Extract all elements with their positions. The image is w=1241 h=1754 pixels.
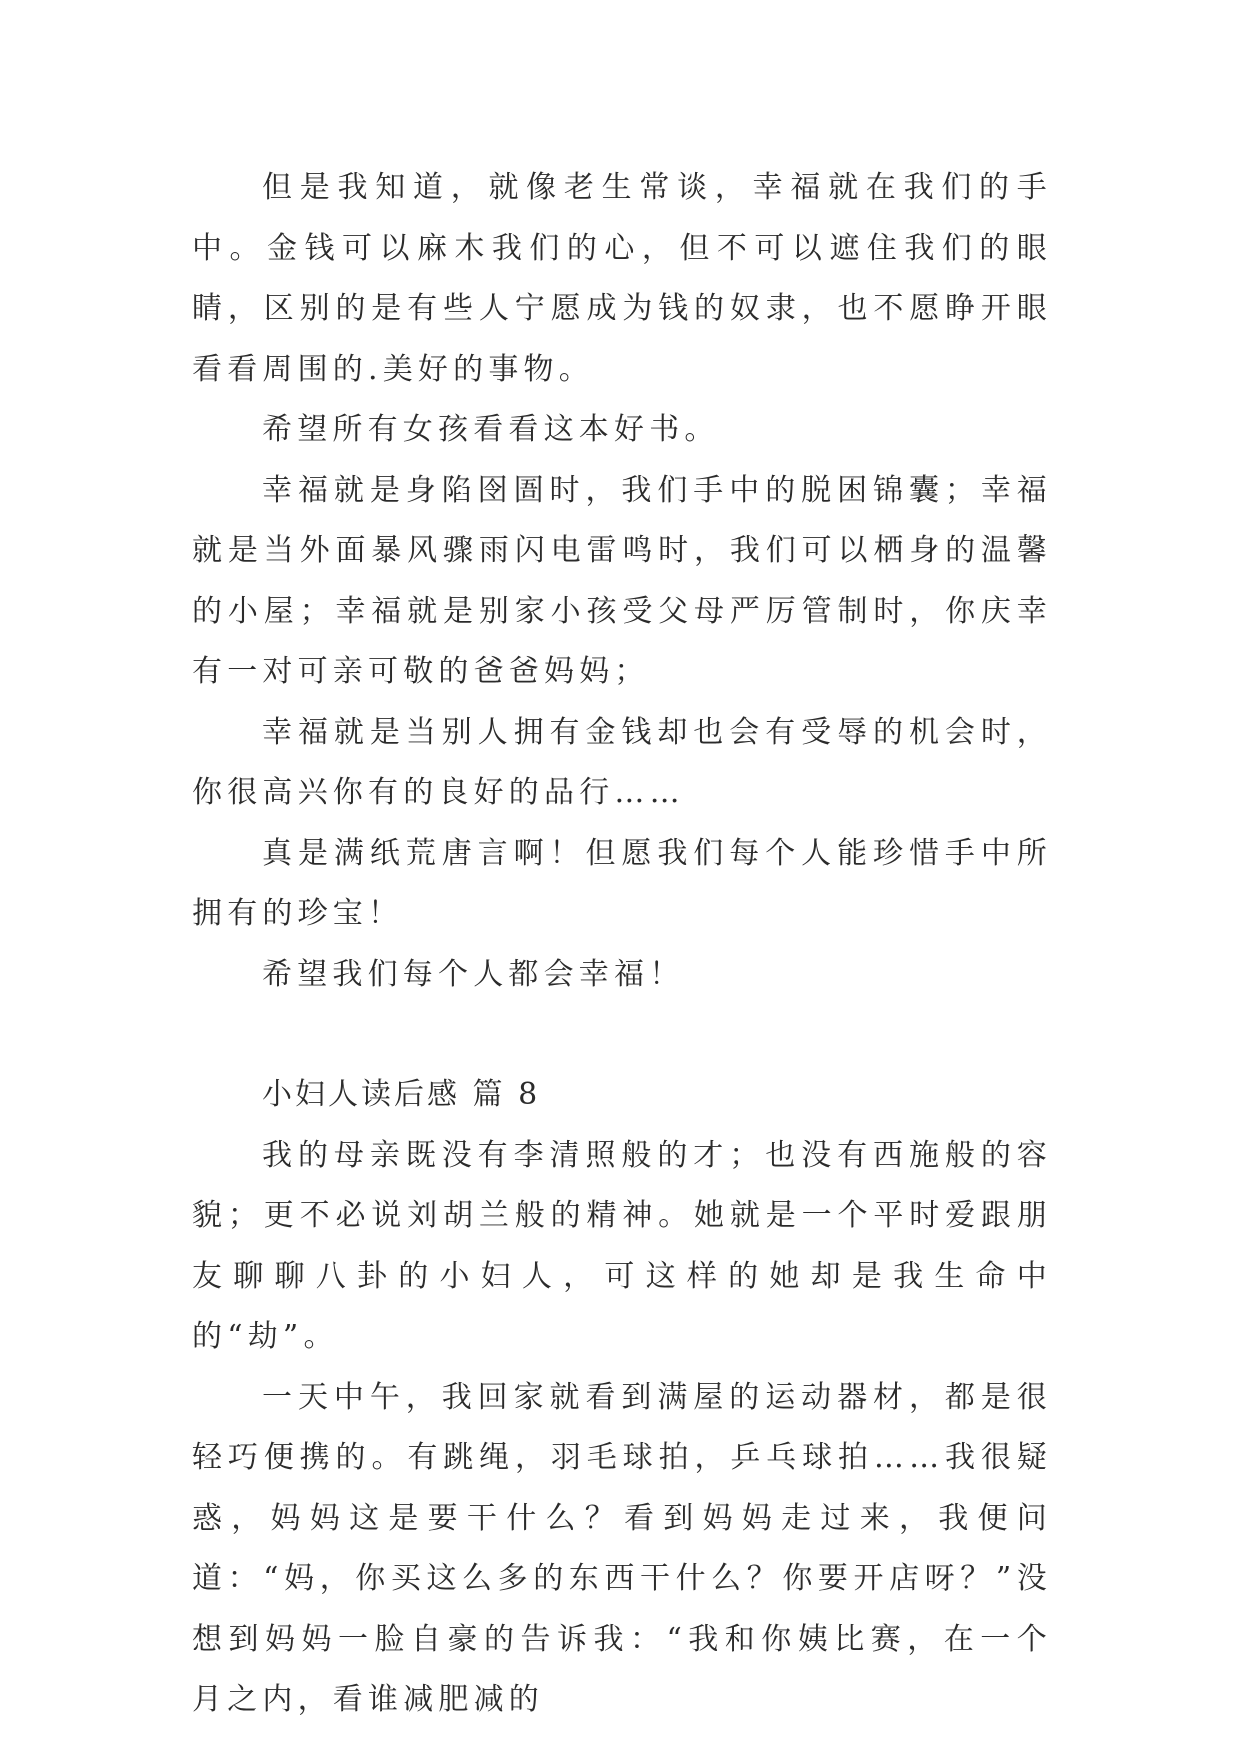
paragraph-happiness-is: 幸福就是身陷囹圄时，我们手中的脱困锦囊；幸福就是当外面暴风骤雨闪电雷鸣时，我们可以栖身的温馨的小屋；幸福就是别家小孩受父母严厉管制时，你庆幸有一对可亲可敬的爸爸妈妈； xyxy=(192,472,1052,689)
paragraph-one-noon: 一天中午，我回家就看到满屋的运动器材，都是很轻巧便携的。有跳绳，羽毛球拍，乒乓球拍……我很疑惑，妈妈这是要干什么？看到妈妈走过来，我便问道：“妈，你买这么多的东西干什么？你要开店呀？”没想到妈妈一脸自豪的告诉我：“我和你姨比赛，在一个月之内，看谁减肥减的 xyxy=(192,1379,1052,1717)
section-spacer xyxy=(192,1005,1052,1065)
section-title: 小妇人读后感 篇 8 xyxy=(262,1077,541,1112)
document-body xyxy=(192,158,1052,1731)
paragraph-happiness-in-hands: 但是我知道，就像老生常谈，幸福就在我们的手中。金钱可以麻木我们的心，但不可以遮住我们的眼睛，区别的是有些人宁愿成为钱的奴隶，也不愿睁开眼看看周围的.美好的事物。 xyxy=(192,170,1052,387)
paragraph-good-conduct: 幸福就是当别人拥有金钱却也会有受辱的机会时，你很高兴你有的良好的品行…… xyxy=(192,714,1052,810)
paragraph-cherish-treasure: 真是满纸荒唐言啊！但愿我们每个人能珍惜手中所拥有的珍宝！ xyxy=(192,835,1052,931)
paragraph-hope-girls-read: 希望所有女孩看看这本好书。 xyxy=(262,412,720,447)
paragraph-my-mother: 我的母亲既没有李清照般的才；也没有西施般的容貌；更不必说刘胡兰般的精神。她就是一个平时爱跟朋友聊聊八卦的小妇人，可这样的她却是我生命中的“劫”。 xyxy=(192,1137,1052,1354)
paragraph-wish-happiness: 希望我们每个人都会幸福！ xyxy=(262,956,685,992)
